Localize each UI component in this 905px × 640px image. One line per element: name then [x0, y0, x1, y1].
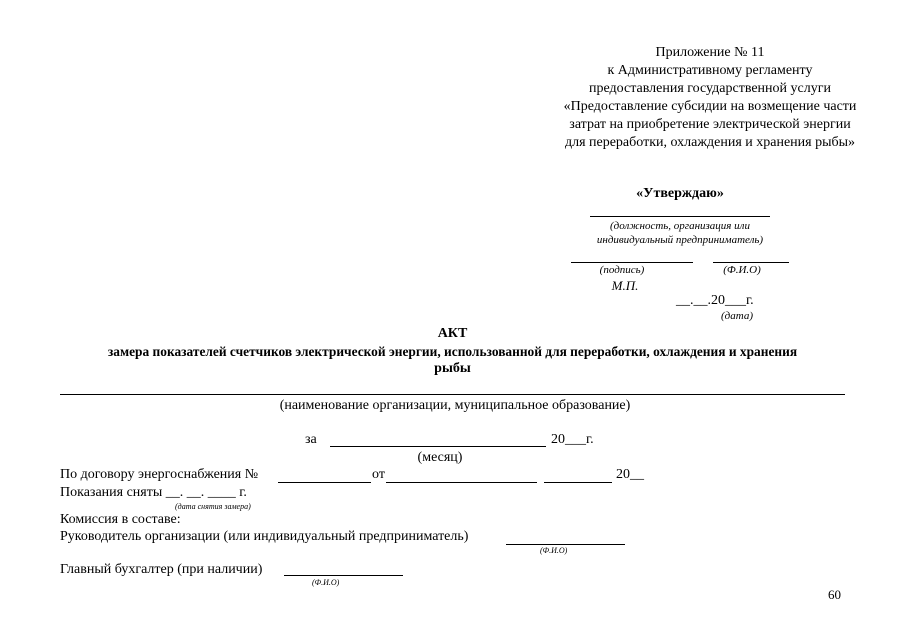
head-label: Руководитель организации (или индивидуальный предприниматель) — [60, 529, 469, 544]
org-name-hint: (наименование организации, муниципальное образование) — [279, 398, 631, 413]
period-prefix: за — [305, 432, 317, 447]
fio-hint: (Ф.И.О) — [723, 264, 761, 276]
org-name-line — [60, 394, 845, 395]
contract-year: 20__ — [616, 467, 644, 482]
month-line — [330, 446, 546, 447]
accountant-label: Главный бухгалтер (при наличии) — [60, 562, 263, 577]
fio-line — [713, 262, 789, 263]
appendix-line-6: для переработки, охлаждения и хранения рыбы» — [564, 135, 856, 150]
approval-date: __.__.20___г. — [676, 293, 754, 308]
approval-title: «Утверждаю» — [636, 186, 724, 201]
act-subtitle-line-1: замера показателей счетчиков электрической энергии, использованной для переработки, охлаждения и хранения — [107, 344, 798, 359]
contract-from: от — [372, 467, 385, 482]
position-line — [590, 216, 770, 217]
signature-hint: (подпись) — [599, 264, 645, 276]
act-subtitle-line-2: рыбы — [434, 361, 471, 376]
contract-date-line — [386, 482, 537, 483]
position-hint-1: (должность, организация или — [610, 220, 750, 232]
period-year: 20___г. — [551, 432, 594, 447]
page-number: 60 — [828, 587, 841, 602]
appendix-line-3: предоставления государственной услуги — [589, 81, 831, 96]
contract-date-line-2 — [544, 482, 612, 483]
month-hint: (месяц) — [417, 450, 463, 465]
head-fio-hint: (Ф.И.О) — [540, 546, 568, 555]
signature-line — [571, 262, 693, 263]
head-fio-line — [506, 544, 625, 545]
appendix-line-1: Приложение № 11 — [655, 45, 765, 60]
date-hint: (дата) — [721, 310, 753, 322]
readings-label: Показания сняты __. __. ____ г. — [60, 485, 247, 500]
accountant-fio-hint: (Ф.И.О) — [312, 578, 340, 587]
act-title: АКТ — [437, 326, 468, 341]
position-hint-2: индивидуальный предприниматель) — [596, 234, 764, 246]
appendix-line-5: затрат на приобретение электрической энергии — [569, 117, 851, 132]
readings-hint: (дата снятия замера) — [175, 502, 251, 511]
appendix-line-2: к Административному регламенту — [607, 63, 813, 78]
commission-label: Комиссия в составе: — [60, 512, 181, 527]
appendix-line-4: «Предоставление субсидии на возмещение части — [563, 99, 857, 114]
stamp-label: М.П. — [611, 278, 639, 293]
contract-label: По договору энергоснабжения № — [60, 467, 259, 482]
accountant-fio-line — [284, 575, 403, 576]
contract-number-line — [278, 482, 371, 483]
